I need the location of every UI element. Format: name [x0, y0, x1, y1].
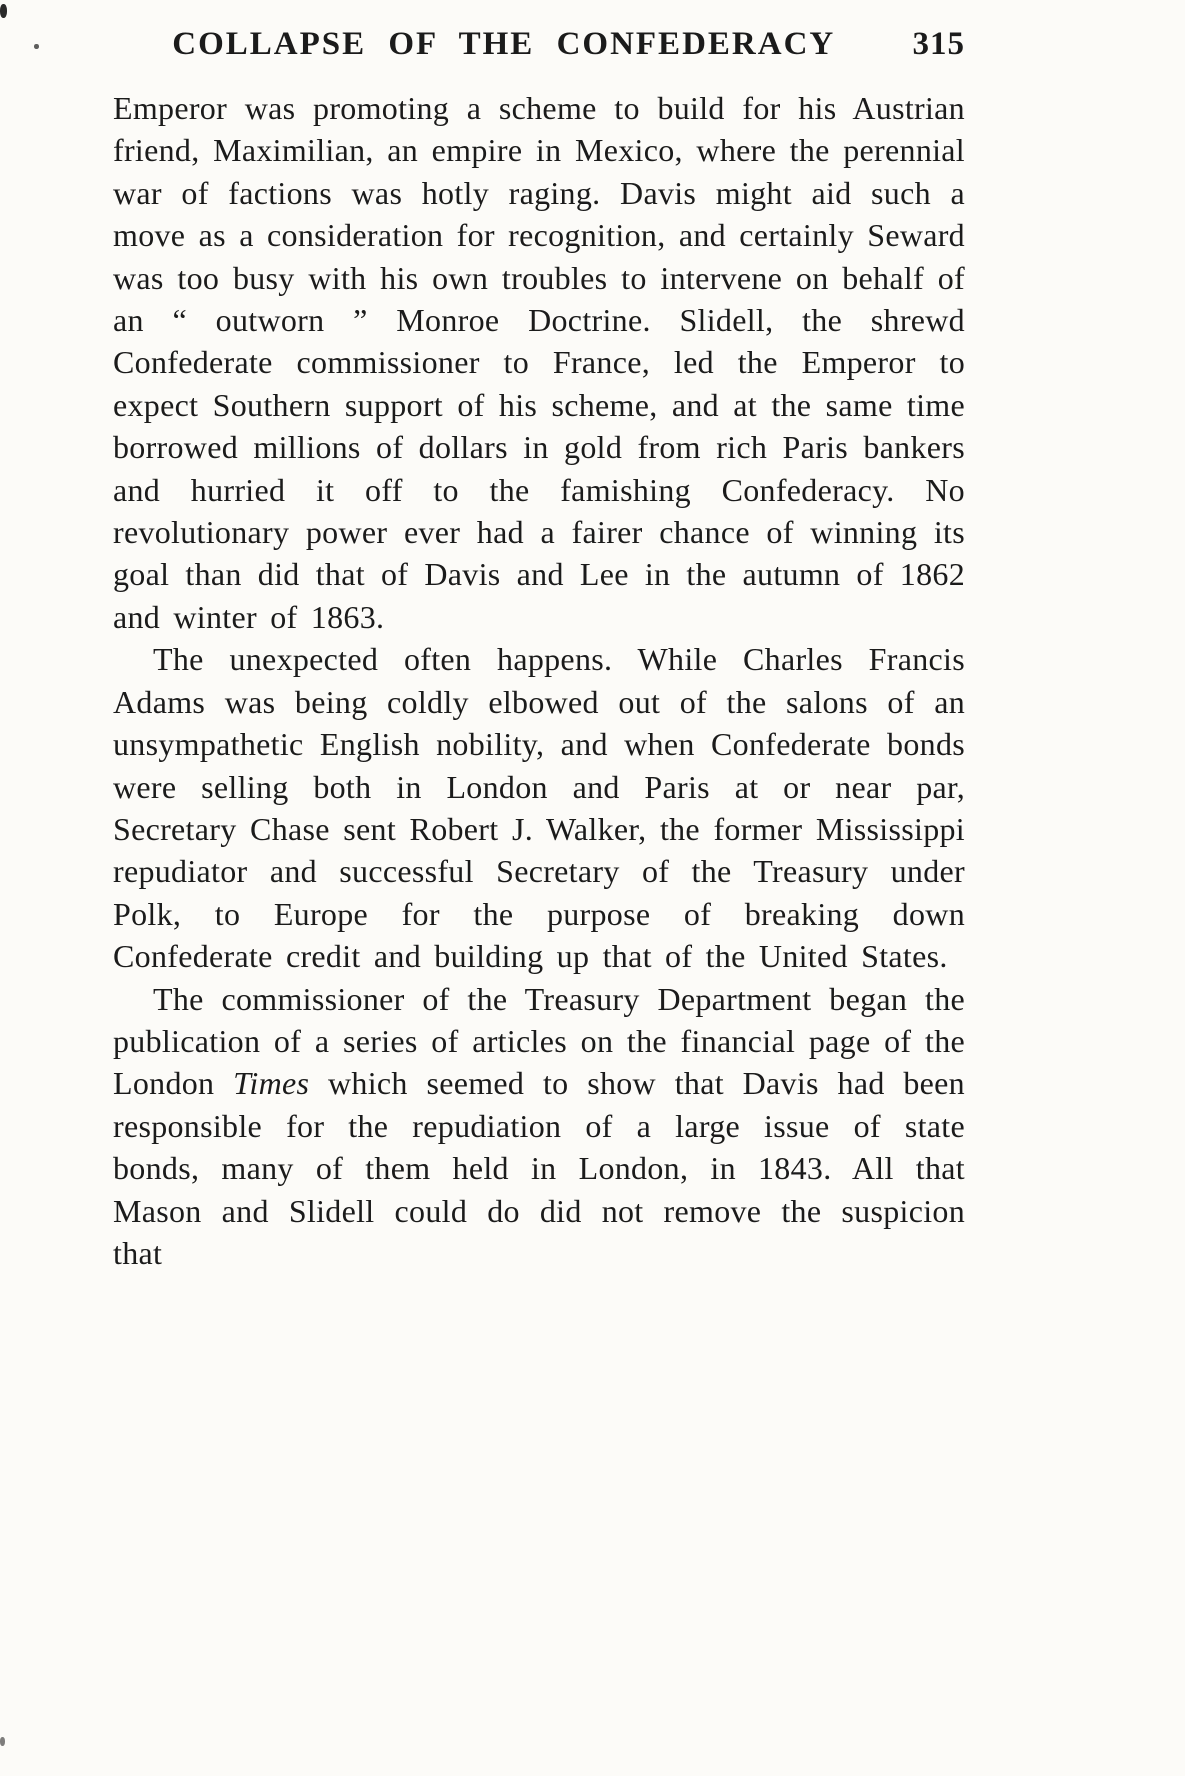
- text-run: The unexpected often happens. While Charles Francis Adams was being coldly elbowed out of the salons of an unsympathetic English nobility, and when Confederate bonds were selling both in London and Paris at or near par, Secretary Chase sent Robert J. Walker, the former Mississippi repudiator and successful Secretary of the Treasury under Polk, to Europe for the purpose of breaking down Confederate credit and building up that of the United States.: [113, 641, 965, 975]
- scan-artifact: [0, 4, 7, 18]
- paragraph: [113, 978, 965, 1275]
- paragraph: [113, 638, 965, 977]
- text-run: The commissioner of the Treasury Department began the publication of a series of articles on the financial page of the London: [113, 980, 965, 1102]
- paragraph: [113, 87, 965, 638]
- chapter-title: COLLAPSE OF THE CONFEDERACY: [172, 26, 836, 62]
- italic-text-run: Times: [233, 1065, 310, 1102]
- text-run: Emperor was promoting a scheme to build for his Austrian friend, Maximilian, an empire in Mexico, where the perennial war of factions was hotly raging. Davis might aid such a move as a consideration for recognition, and certainly Seward was too busy with his own troubles to intervene on behalf of an “ outworn ” Monroe Doctrine. Slidell, the shrewd Confederate commissioner to France, led the Emperor to expect Southern support of his scheme, and at the same time borrowed millions of dollars in gold from rich Paris bankers and hurried it off to the famishing Confederacy. No revolutionary power ever had a fairer chance of winning its goal than did that of Davis and Lee in the autumn of 1862 and winter of 1863.: [113, 90, 965, 635]
- running-head: [113, 26, 965, 63]
- scan-artifact: [34, 44, 39, 49]
- body-text: [113, 87, 965, 1274]
- text-run: which seemed to show that Davis had been responsible for the repudiation of a large issue of state bonds, many of them held in London, in 1843. All that Mason and Slidell could do did not remove the suspicion that: [113, 1065, 965, 1271]
- page-number: 315: [912, 26, 965, 62]
- scan-artifact: [0, 1737, 5, 1746]
